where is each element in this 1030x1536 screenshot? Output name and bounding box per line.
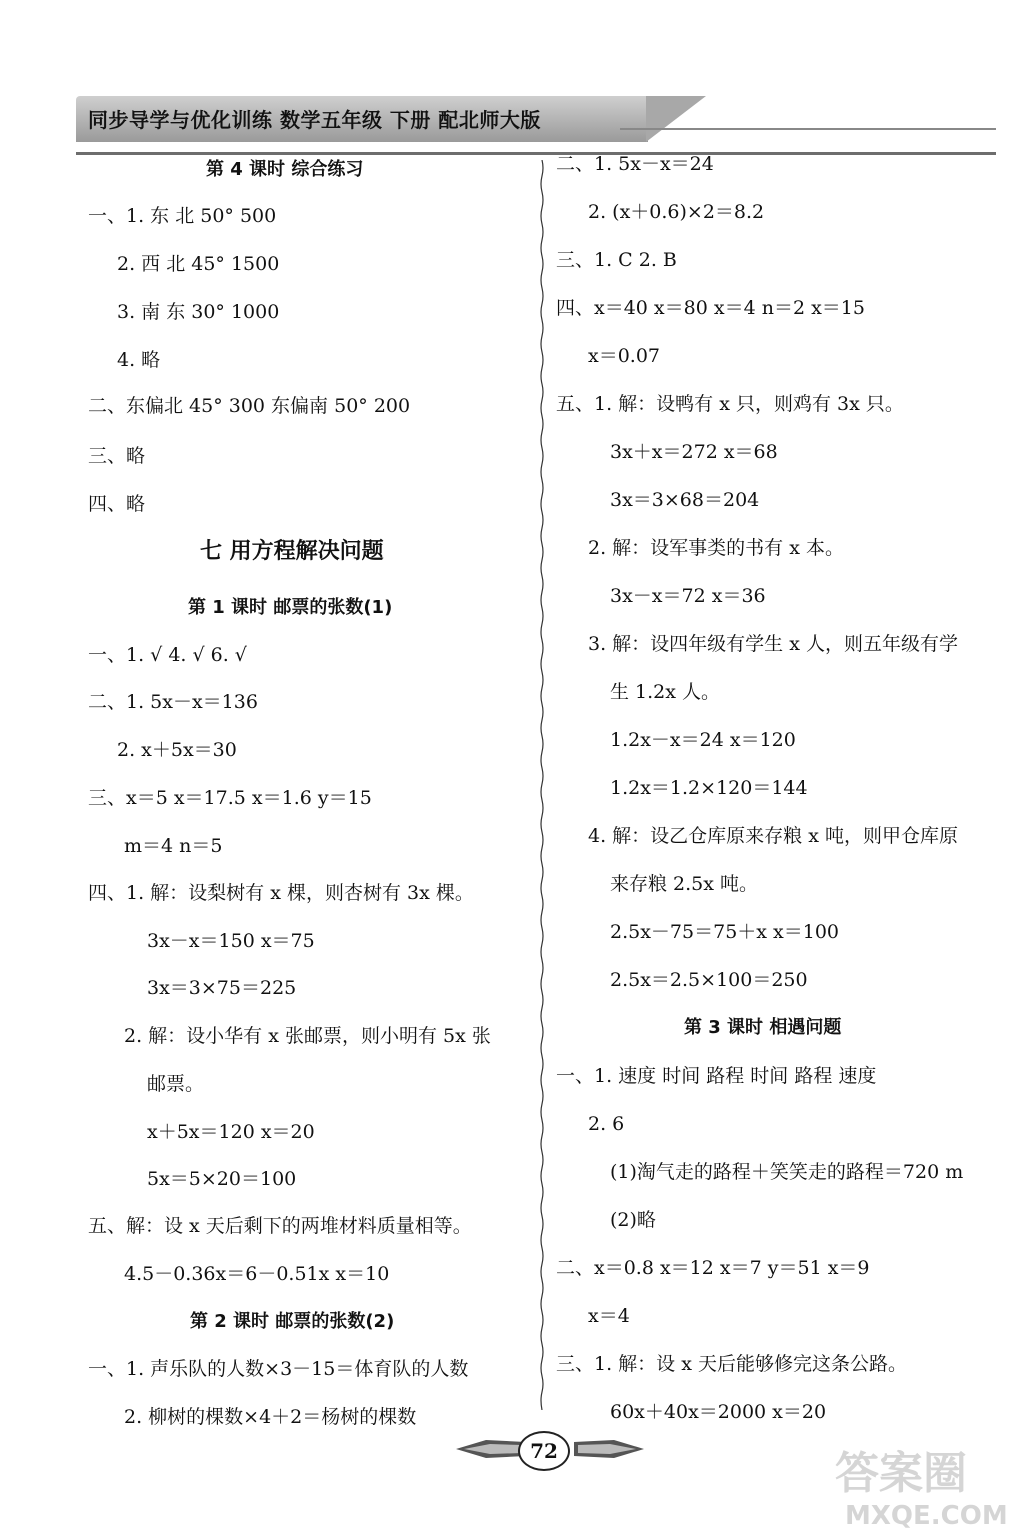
answer-line: 2. 柳树的棵数×4＋2＝杨树的棵数: [124, 1406, 417, 1428]
answer-line: 邮票。: [147, 1073, 205, 1095]
page-number: 72: [518, 1431, 570, 1471]
answer-line: 3x＝3×68＝204: [610, 489, 760, 511]
answer-line: 三、x＝5 x＝17.5 x＝1.6 y＝15: [88, 787, 372, 809]
lesson-title: 第 2 课时 邮票的张数(2): [190, 1311, 395, 1332]
answer-line: 二、东偏北 45° 300 东偏南 50° 200: [88, 395, 411, 417]
answer-line: 生 1.2x 人。: [610, 681, 721, 703]
header-rule-thin: [620, 128, 996, 130]
answer-line: 2. 解：设军事类的书有 x 本。: [588, 537, 844, 559]
answer-line: x＝0.07: [588, 345, 661, 367]
answer-line: 2. (x＋0.6)×2＝8.2: [588, 201, 765, 223]
chapter-title: 七 用方程解决问题: [200, 539, 384, 564]
answer-line: 3x－x＝72 x＝36: [610, 585, 766, 607]
watermark-text: 答案圈: [835, 1448, 967, 1499]
answer-line: 2. 西 北 45° 1500: [117, 253, 280, 275]
answer-line: 一、1. 速度 时间 路程 时间 路程 速度: [556, 1065, 877, 1087]
answer-line: 五、解：设 x 天后剩下的两堆材料质量相等。: [88, 1215, 472, 1237]
answer-line: x＋5x＝120 x＝20: [147, 1121, 315, 1143]
answer-line: 2. x＋5x＝30: [117, 739, 237, 761]
column-divider: [540, 160, 544, 1410]
answer-line: 2.5x－75＝75＋x x＝100: [610, 921, 840, 943]
answer-line: 3. 解：设四年级有学生 x 人，则五年级有学: [588, 633, 958, 655]
answer-line: 二、x＝0.8 x＝12 x＝7 y＝51 x＝9: [556, 1257, 870, 1279]
answer-line: 一、1. √ 4. √ 6. √: [88, 644, 247, 666]
answer-line: 四、略: [88, 493, 146, 515]
answer-line: 一、1. 东 北 50° 500: [88, 205, 277, 227]
lesson-title: 第 1 课时 邮票的张数(1): [188, 597, 393, 618]
watermark-url: MXQE.COM: [845, 1501, 1008, 1530]
answer-line: m＝4 n＝5: [124, 835, 223, 857]
answer-line: 5x＝5×20＝100: [147, 1168, 297, 1190]
answer-line: 4.5－0.36x＝6－0.51x x＝10: [124, 1263, 390, 1285]
answer-line: 四、x＝40 x＝80 x＝4 n＝2 x＝15: [556, 297, 865, 319]
answer-line: 1.2x＝1.2×120＝144: [610, 777, 808, 799]
answer-line: 二、1. 5x－x＝136: [88, 691, 258, 713]
answer-line: 三、1. 解：设 x 天后能够修完这条公路。: [556, 1353, 907, 1375]
answer-line: x＝4: [588, 1305, 630, 1327]
answer-line: 来存粮 2.5x 吨。: [610, 873, 759, 895]
answer-line: 2. 6: [588, 1113, 625, 1135]
answer-line: 60x＋40x＝2000 x＝20: [610, 1401, 827, 1423]
lesson-title: 第 4 课时 综合练习: [206, 159, 364, 180]
watermark-logo: [825, 1440, 1025, 1530]
answer-line: 五、1. 解：设鸭有 x 只，则鸡有 3x 只。: [556, 393, 904, 415]
answer-line: (2)略: [610, 1209, 656, 1231]
answer-line: 2.5x＝2.5×100＝250: [610, 969, 808, 991]
header-title: 同步导学与优化训练 数学五年级 下册 配北师大版: [88, 108, 541, 132]
answer-line: 一、1. 声乐队的人数×3－15＝体育队的人数: [88, 1358, 469, 1380]
answer-line: 1.2x－x＝24 x＝120: [610, 729, 796, 751]
answer-line: 三、1. C 2. B: [556, 249, 677, 271]
answer-line: 3x－x＝150 x＝75: [147, 930, 315, 952]
answer-line: (1)淘气走的路程＋笑笑走的路程＝720 m: [610, 1161, 964, 1183]
answer-line: 二、1. 5x－x＝24: [556, 153, 714, 175]
answer-line: 2. 解：设小华有 x 张邮票，则小明有 5x 张: [124, 1025, 491, 1047]
answer-line: 3x＋x＝272 x＝68: [610, 441, 778, 463]
answer-line: 3x＝3×75＝225: [147, 977, 297, 999]
answer-line: 三、略: [88, 445, 146, 467]
answer-line: 四、1. 解：设梨树有 x 棵，则杏树有 3x 棵。: [88, 882, 474, 904]
lesson-title: 第 3 课时 相遇问题: [684, 1017, 842, 1038]
answer-line: 4. 解：设乙仓库原来存粮 x 吨，则甲仓库原: [588, 825, 958, 847]
answer-line: 4. 略: [117, 349, 161, 371]
answer-line: 3. 南 东 30° 1000: [117, 301, 280, 323]
header-banner-tail: [646, 96, 706, 142]
header-rule: [76, 152, 996, 155]
